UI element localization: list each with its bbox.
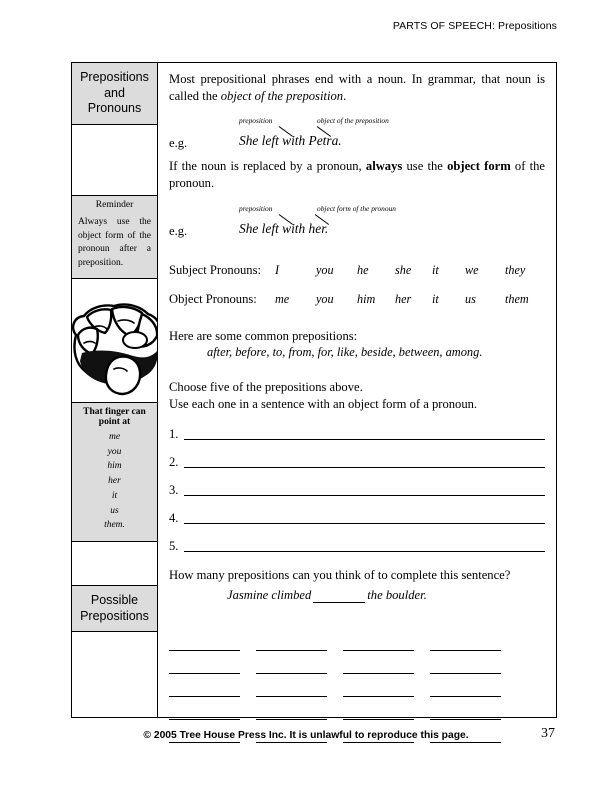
- blank-cell[interactable]: [430, 708, 501, 720]
- page-header: PARTS OF SPEECH: Prepositions: [392, 20, 557, 32]
- finger-pronoun-item: them.: [104, 520, 125, 531]
- final-question-text: How many prepositions can you think of to complete this sentence?: [169, 568, 511, 582]
- subject-pronoun-item: you: [316, 262, 334, 277]
- common-prepositions-intro: Here are some common prepositions:: [169, 328, 358, 343]
- sidebar-blank-area-2: [72, 542, 157, 586]
- blank-cell[interactable]: [343, 662, 414, 674]
- sentence-blank[interactable]: [313, 589, 365, 603]
- object-pronouns-row: [169, 292, 545, 307]
- finger-pronoun-list: [76, 430, 153, 533]
- blank-cell[interactable]: [256, 708, 327, 720]
- finger-points-at-box: [72, 403, 157, 542]
- answer-row: [169, 510, 545, 524]
- sentence-part-1: Jasmine climbed: [227, 587, 312, 602]
- subject-pronouns-label: Subject Pronouns:: [169, 262, 262, 277]
- object-pronoun-item: us: [465, 291, 476, 306]
- answer-number: 4.: [169, 510, 179, 525]
- finger-pronoun-item: it: [111, 490, 118, 501]
- blank-grid-row: [169, 685, 503, 697]
- subject-pronoun-item: it: [432, 262, 439, 277]
- answer-number: 2.: [169, 454, 179, 469]
- instruction-line-1: Choose five of the prepositions above.: [169, 379, 363, 394]
- intro-text-1: Most prepositional phrases end with a noun. In grammar, that noun is called the: [169, 72, 545, 103]
- answer-number: 1.: [169, 426, 179, 441]
- pronoun-table: [169, 263, 545, 307]
- reminder-box: [72, 196, 157, 279]
- possible-prepositions-title: Possible Prepositions: [72, 586, 157, 632]
- subject-pronoun-item: they: [505, 262, 526, 277]
- answer-number: 5.: [169, 538, 179, 553]
- instruction-line-2: Use each one in a sentence with an object form of a pronoun.: [169, 396, 478, 411]
- sidebar-title: Prepositions and Pronouns: [72, 63, 157, 125]
- blank-cell[interactable]: [169, 662, 240, 674]
- blank-cell[interactable]: [430, 685, 501, 697]
- object-pronoun-item: her: [395, 291, 412, 306]
- finger-pronoun-item: me: [108, 431, 121, 442]
- main-content: [158, 63, 556, 717]
- answer-write-line[interactable]: [184, 482, 545, 496]
- answer-write-line[interactable]: [184, 454, 545, 468]
- common-prepositions-list: after, before, to, from, for, like, beside, between, among.: [207, 344, 483, 359]
- rule-text-2: use the: [402, 159, 448, 174]
- answer-row: [169, 538, 545, 552]
- instructions: [169, 379, 545, 412]
- sidebar-blank-area-1: [72, 125, 157, 196]
- blank-grid-row: [169, 662, 503, 674]
- pointing-hand-illustration: [72, 279, 157, 403]
- blank-cell[interactable]: [169, 685, 240, 697]
- rule-text-1: If the noun is replaced by a pronoun,: [169, 159, 366, 174]
- subject-pronoun-item: he: [357, 262, 369, 277]
- answer-row: [169, 482, 545, 496]
- object-pronoun-item: me: [275, 291, 290, 306]
- final-question: [169, 567, 545, 603]
- rule-paragraph: [169, 158, 545, 191]
- intro-text-2: .: [343, 88, 347, 103]
- sidebar: [72, 63, 158, 717]
- blank-cell[interactable]: [256, 662, 327, 674]
- answer-row: [169, 426, 545, 440]
- blank-cell[interactable]: [256, 639, 327, 651]
- finger-pronoun-item: her: [108, 476, 121, 487]
- answer-number: 3.: [169, 482, 179, 497]
- answer-write-line[interactable]: [184, 538, 545, 552]
- answer-write-line[interactable]: [184, 510, 545, 524]
- example-2: [169, 204, 545, 246]
- blank-cell[interactable]: [343, 685, 414, 697]
- blank-cell[interactable]: [169, 708, 240, 720]
- example-2-eg: e.g.: [169, 223, 188, 238]
- object-pronouns-label: Object Pronouns:: [169, 291, 257, 306]
- blank-cell[interactable]: [430, 662, 501, 674]
- reminder-heading: Reminder: [95, 199, 134, 210]
- example-2-label-object: object form of the pronoun: [317, 203, 396, 213]
- example-1: [169, 116, 545, 158]
- subject-pronoun-item: we: [465, 262, 479, 277]
- blank-grid-row: [169, 639, 503, 651]
- intro-term: object of the preposition: [220, 88, 344, 103]
- subject-pronouns-row: [169, 263, 545, 278]
- possible-prepositions-answer-area[interactable]: [72, 632, 157, 717]
- blank-cell[interactable]: [169, 639, 240, 651]
- intro-paragraph: [169, 71, 545, 104]
- example-2-label-preposition: preposition: [239, 203, 273, 213]
- finger-pronoun-item: us: [110, 505, 119, 516]
- object-pronoun-item: them: [505, 291, 529, 306]
- finger-pronoun-item: you: [107, 446, 122, 457]
- answer-row: [169, 454, 545, 468]
- footer-copyright: © 2005 Tree House Press Inc. It is unlawful to reproduce this page.: [143, 730, 469, 741]
- worksheet-frame: [71, 62, 557, 718]
- blank-cell[interactable]: [343, 708, 414, 720]
- sentence-part-2: the boulder.: [367, 587, 427, 602]
- example-1-label-object: object of the preposition: [317, 116, 389, 126]
- example-1-eg: e.g.: [169, 136, 188, 151]
- finger-pronoun-item: him: [107, 461, 122, 472]
- final-question-sentence: [227, 588, 545, 603]
- finger-points-at-heading: That finger can point at: [83, 406, 146, 427]
- answer-write-line[interactable]: [184, 426, 545, 440]
- blank-cell[interactable]: [343, 639, 414, 651]
- example-1-label-preposition: preposition: [239, 116, 273, 126]
- rule-text-3: of the pronoun.: [169, 159, 545, 191]
- blank-cell[interactable]: [256, 685, 327, 697]
- reminder-body: Always use the object form of the pronoun after a preposition.: [78, 216, 151, 269]
- object-pronoun-item: it: [432, 291, 439, 306]
- example-2-sentence: She left with her.: [239, 220, 329, 236]
- blank-grid-row: [169, 708, 503, 720]
- subject-pronoun-item: she: [395, 262, 412, 277]
- page-number: 37: [541, 726, 555, 741]
- object-pronoun-item: you: [316, 291, 334, 306]
- subject-pronoun-item: I: [275, 262, 280, 277]
- blank-cell[interactable]: [430, 639, 501, 651]
- example-1-sentence: She left with Petra.: [239, 133, 342, 149]
- rule-bold-always: always: [365, 159, 403, 174]
- object-pronoun-item: him: [357, 291, 376, 306]
- answer-lines: [169, 426, 545, 552]
- rule-bold-object-form: object form: [447, 159, 511, 174]
- pointing-hand-icon: [72, 283, 157, 401]
